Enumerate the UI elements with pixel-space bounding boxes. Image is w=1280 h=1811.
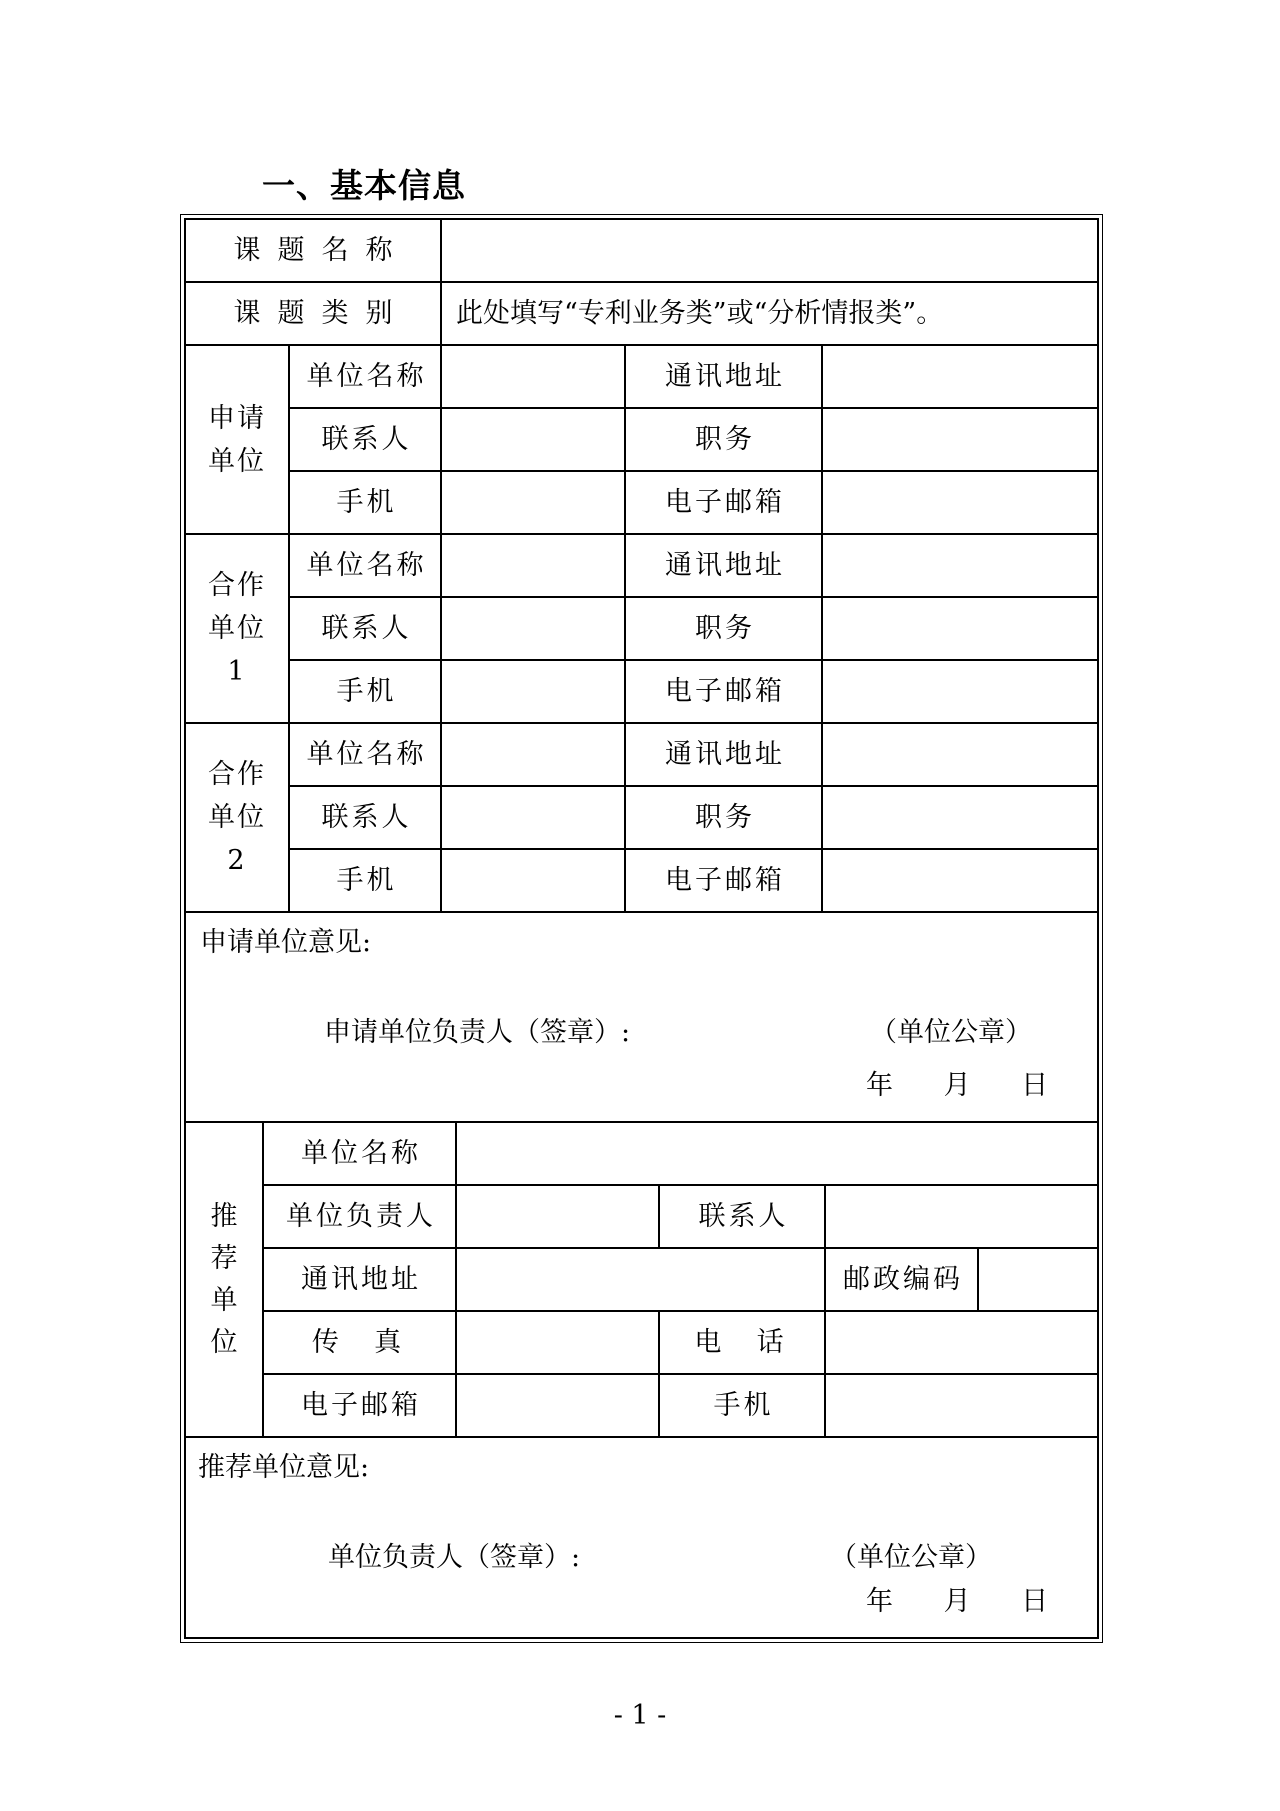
partner1-mobile-label: 手机 xyxy=(290,661,442,724)
applicant-date-label: 年 月 日 xyxy=(866,1070,1054,1101)
partner2-group-line1: 合作 xyxy=(208,759,266,790)
partner1-group-line1: 合作 xyxy=(208,570,266,601)
applicant-position-label: 职务 xyxy=(626,409,823,472)
basic-info-form xyxy=(184,218,1099,1639)
recommender-mobile-field[interactable] xyxy=(826,1375,1097,1438)
partner2-unit-name-label: 单位名称 xyxy=(290,724,442,787)
recommender-address-field[interactable] xyxy=(457,1249,826,1312)
page-number: - 1 - xyxy=(613,1700,667,1731)
partner1-position-field[interactable] xyxy=(823,598,1097,661)
partner1-unit-name-field[interactable] xyxy=(442,535,626,598)
applicant-position-field[interactable] xyxy=(823,409,1097,472)
recommender-postcode-field[interactable] xyxy=(979,1249,1097,1312)
partner2-group-line3: 2 xyxy=(227,845,247,876)
partner1-mobile-field[interactable] xyxy=(442,661,626,724)
recommender-date-label: 年 月 日 xyxy=(866,1586,1054,1617)
recommender-group-label xyxy=(186,1123,264,1438)
partner2-mobile-label: 手机 xyxy=(290,850,442,913)
partner2-address-field[interactable] xyxy=(823,724,1097,787)
applicant-contact-label: 联系人 xyxy=(290,409,442,472)
recommender-address-label: 通讯地址 xyxy=(264,1249,457,1312)
applicant-address-field[interactable] xyxy=(823,346,1097,409)
recommender-email-label: 电子邮箱 xyxy=(264,1375,457,1438)
recommender-mobile-label: 手机 xyxy=(660,1375,826,1438)
recommender-postcode-label: 邮政编码 xyxy=(826,1249,979,1312)
partner2-position-field[interactable] xyxy=(823,787,1097,850)
partner2-email-field[interactable] xyxy=(823,850,1097,913)
recommender-phone-field[interactable] xyxy=(826,1312,1097,1375)
partner2-mobile-field[interactable] xyxy=(442,850,626,913)
recommender-group-char3: 单 xyxy=(210,1284,238,1316)
applicant-group-label xyxy=(186,346,290,535)
page-title: 一、基本信息 xyxy=(262,166,466,205)
applicant-group-line1: 申请 xyxy=(208,402,266,434)
partner1-email-field[interactable] xyxy=(823,661,1097,724)
partner1-email-label: 电子邮箱 xyxy=(626,661,823,724)
applicant-seal-label: （单位公章） xyxy=(870,1017,1032,1048)
recommender-fax-field[interactable] xyxy=(457,1312,660,1375)
applicant-signer-label: 申请单位负责人（签章）: xyxy=(324,1017,631,1048)
recommender-head-label: 单位负责人 xyxy=(264,1186,457,1249)
partner2-position-label: 职务 xyxy=(626,787,823,850)
applicant-email-field[interactable] xyxy=(823,472,1097,535)
recommender-opinion-heading: 推荐单位意见: xyxy=(198,1452,370,1483)
partner2-group-line2: 单位 xyxy=(208,802,266,833)
partner2-group-label xyxy=(186,724,290,913)
partner1-position-label: 职务 xyxy=(626,598,823,661)
recommender-signer-label: 单位负责人（签章）: xyxy=(328,1542,581,1573)
recommender-seal-label: （单位公章） xyxy=(830,1542,992,1573)
applicant-group-line2: 单位 xyxy=(208,445,266,477)
applicant-mobile-field[interactable] xyxy=(442,472,626,535)
partner2-email-label: 电子邮箱 xyxy=(626,850,823,913)
recommender-unit-name-field[interactable] xyxy=(457,1123,1097,1186)
applicant-opinion-heading: 申请单位意见: xyxy=(200,927,372,958)
partner1-group-label xyxy=(186,535,290,724)
applicant-email-label: 电子邮箱 xyxy=(626,472,823,535)
recommender-head-field[interactable] xyxy=(457,1186,660,1249)
topic-category-label: 课题类别 xyxy=(186,283,442,346)
recommender-group-char4: 位 xyxy=(210,1326,238,1358)
partner1-contact-label: 联系人 xyxy=(290,598,442,661)
topic-category-field[interactable]: 此处填写“专利业务类”或“分析情报类”。 xyxy=(442,283,1097,346)
recommender-contact-field[interactable] xyxy=(826,1186,1097,1249)
recommender-unit-name-label: 单位名称 xyxy=(264,1123,457,1186)
recommender-contact-label: 联系人 xyxy=(660,1186,826,1249)
partner1-group-line3: 1 xyxy=(227,656,247,687)
partner1-unit-name-label: 单位名称 xyxy=(290,535,442,598)
applicant-contact-field[interactable] xyxy=(442,409,626,472)
applicant-address-label: 通讯地址 xyxy=(626,346,823,409)
partner1-address-field[interactable] xyxy=(823,535,1097,598)
partner1-contact-field[interactable] xyxy=(442,598,626,661)
partner2-contact-label: 联系人 xyxy=(290,787,442,850)
recommender-email-field[interactable] xyxy=(457,1375,660,1438)
recommender-phone-label: 电 话 xyxy=(660,1312,826,1375)
applicant-mobile-label: 手机 xyxy=(290,472,442,535)
applicant-unit-name-field[interactable] xyxy=(442,346,626,409)
recommender-fax-label: 传 真 xyxy=(264,1312,457,1375)
applicant-unit-name-label: 单位名称 xyxy=(290,346,442,409)
partner2-contact-field[interactable] xyxy=(442,787,626,850)
recommender-group-char2: 荐 xyxy=(210,1242,238,1274)
partner2-address-label: 通讯地址 xyxy=(626,724,823,787)
topic-name-label: 课题名称 xyxy=(186,220,442,283)
partner1-group-line2: 单位 xyxy=(208,613,266,644)
topic-name-field[interactable] xyxy=(442,220,1097,283)
partner2-unit-name-field[interactable] xyxy=(442,724,626,787)
applicant-opinion-section[interactable] xyxy=(186,913,1097,1123)
recommender-group-char1: 推 xyxy=(210,1200,238,1232)
recommender-opinion-section[interactable] xyxy=(186,1438,1097,1637)
partner1-address-label: 通讯地址 xyxy=(626,535,823,598)
